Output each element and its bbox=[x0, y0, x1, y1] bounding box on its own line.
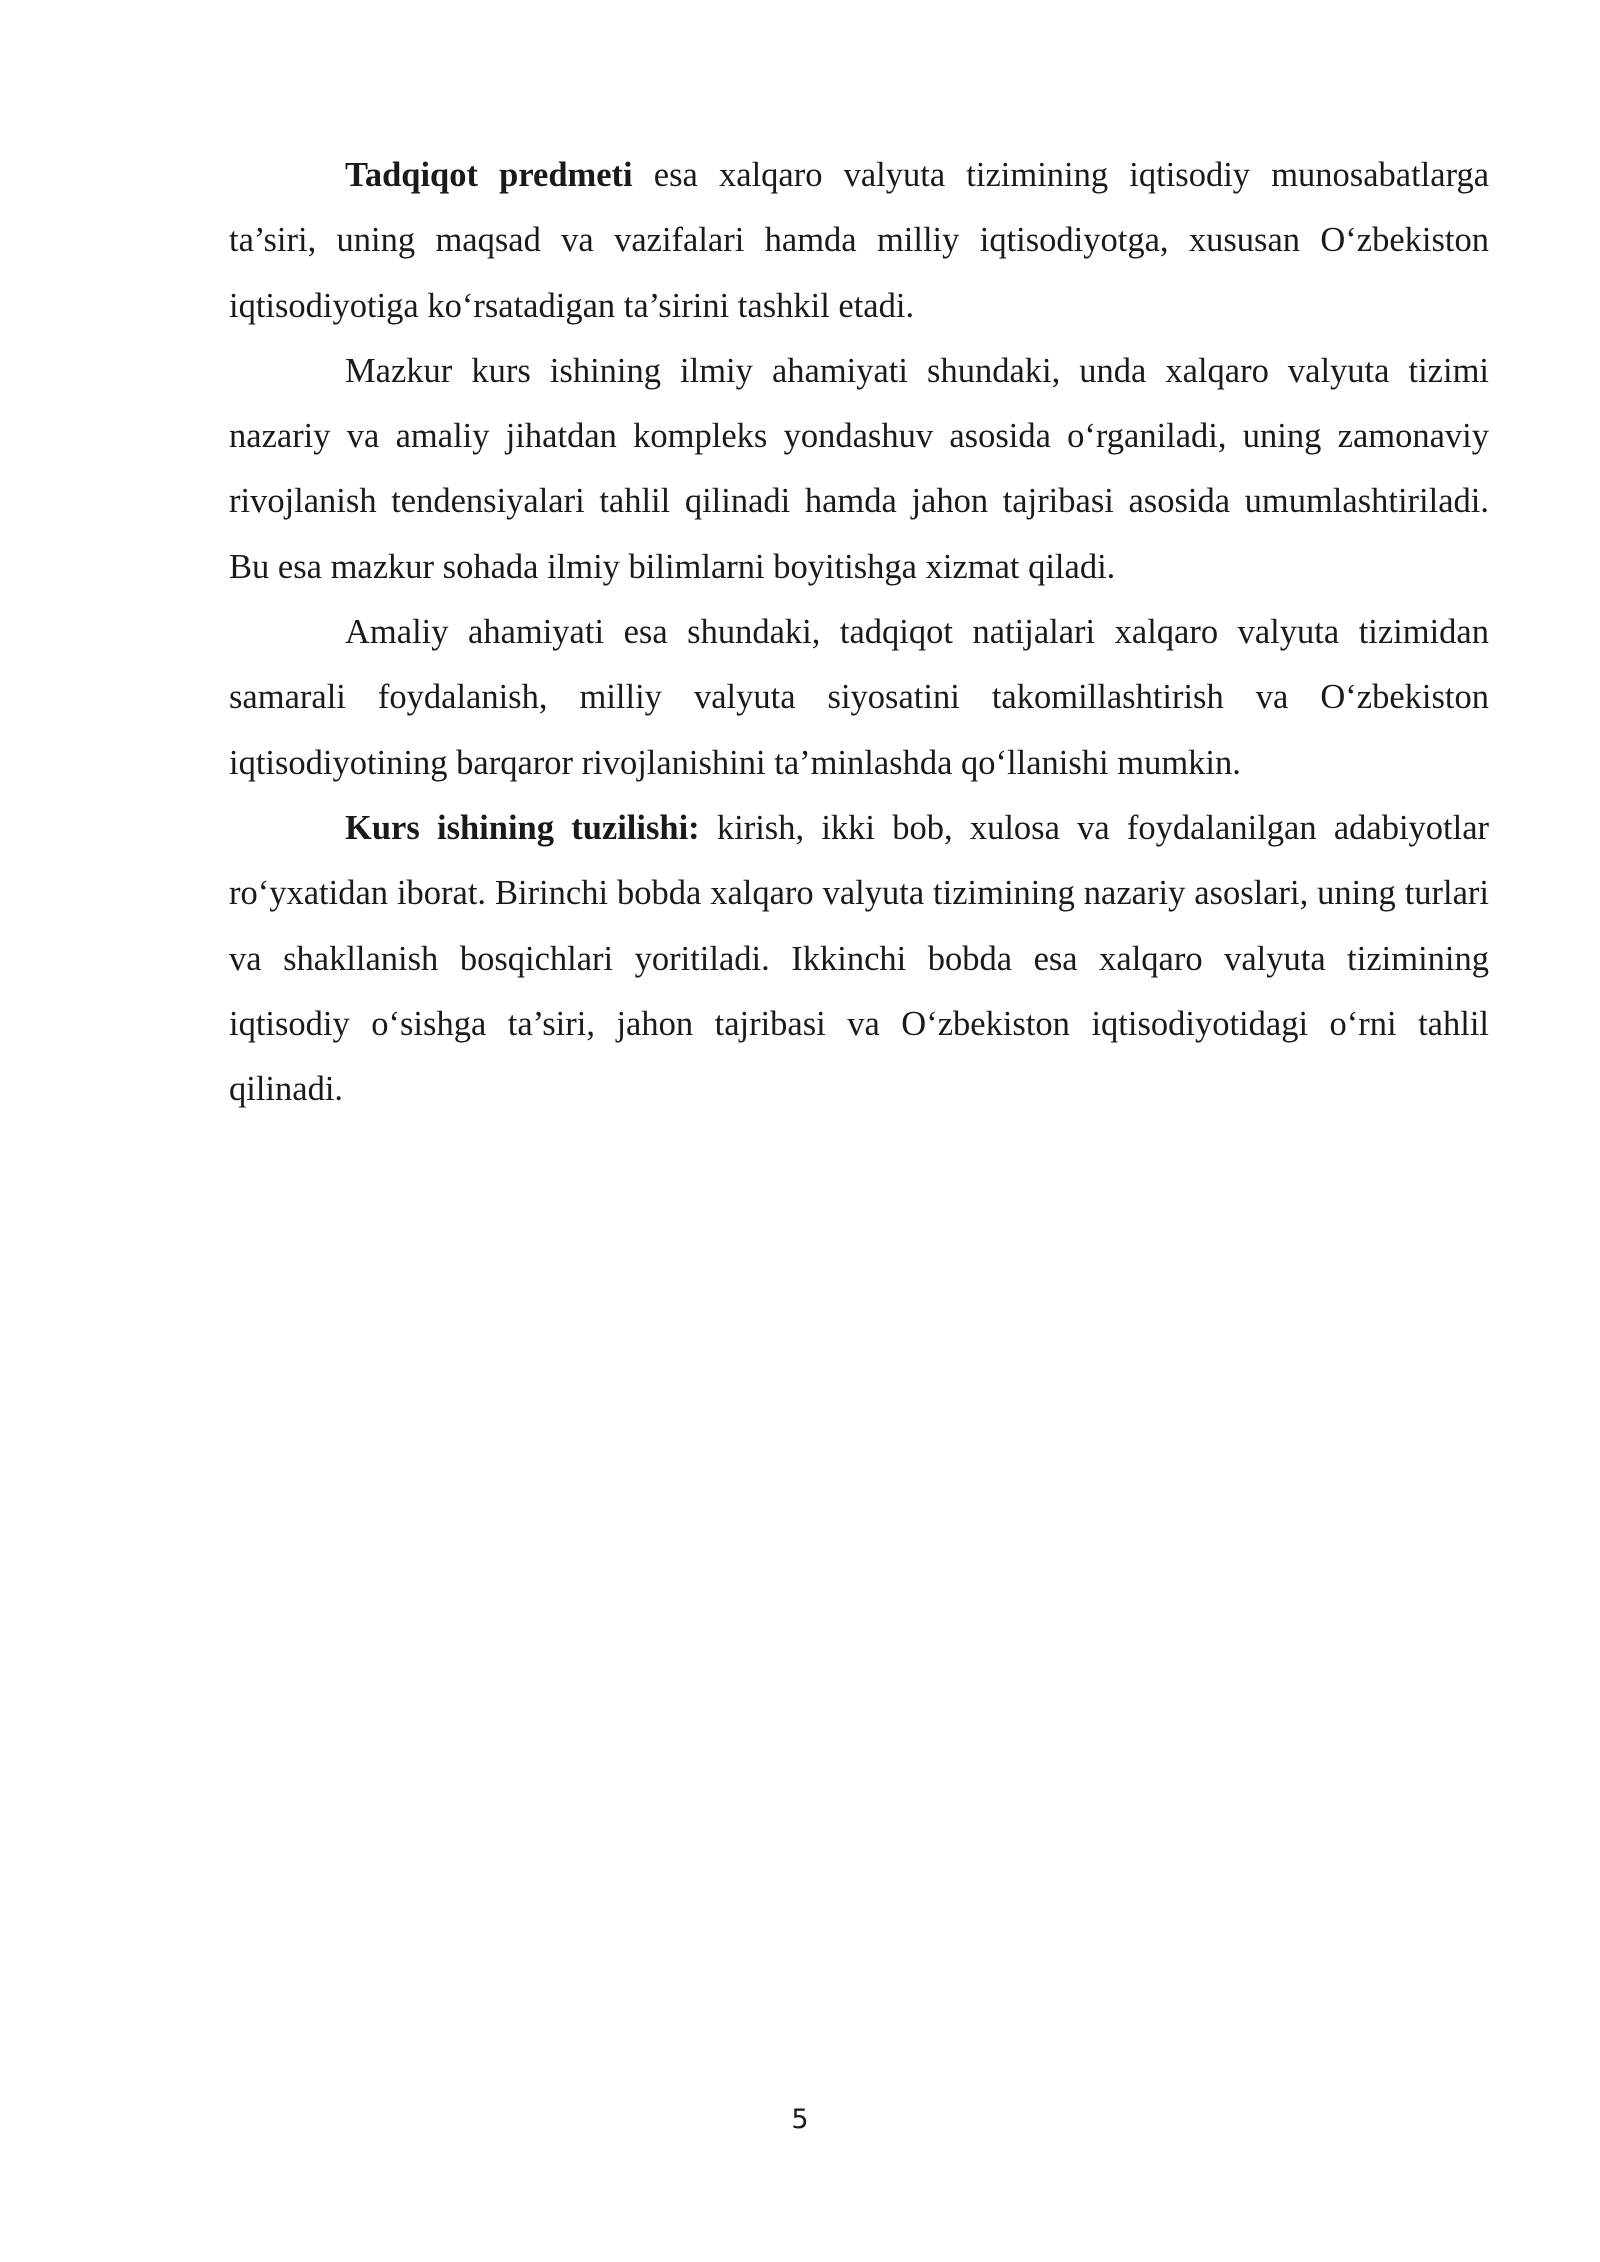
paragraph-scientific-significance bbox=[229, 339, 1489, 600]
paragraph-text: esa xalqaro valyuta tizimining iqtisodiy munosabatlarga ta’siri, uning maqsad va vazifalari hamda milliy iqtisodiyotga, xususan O‘zbekiston iqtisodiyotiga ko‘rsatadigan ta’sirini tashkil etadi. bbox=[229, 156, 1490, 325]
paragraph-text: Mazkur kurs ishining ilmiy ahamiyati shundaki, unda xalqaro valyuta tizimi nazariy va amaliy jihatdan kompleks yondashuv asosida o‘rganiladi, uning zamonaviy rivojlanish tendensiyalari tahlil qilinadi hamda jahon tajribasi asosida umumlashtiriladi. Bu esa mazkur sohada ilmiy bilimlarni boyitishga xizmat qiladi. bbox=[229, 351, 1489, 586]
paragraph-text: kirish, ikki bob, xulosa va foydalanilgan adabiyotlar ro‘yxatidan iborat. Birinchi bobda xalqaro valyuta tizimining nazariy asoslari, uning turlari va shakllanish bosqichlari yoritiladi. Ikkinchi bobda esa xalqaro valyuta tizimining iqtisodiy o‘sishga ta’siri, jahon tajribasi va O‘zbekiston iqtisodiyotidagi o‘rni tahlil qilinadi. bbox=[229, 808, 1490, 1109]
bold-lead-structure: Kurs ishining tuzilishi: bbox=[345, 808, 700, 847]
bold-lead-research-subject: Tadqiqot predmeti bbox=[345, 156, 633, 194]
page-number: 5 bbox=[791, 2104, 809, 2135]
paragraph-text: Amaliy ahamiyati esa shundaki, tadqiqot natijalari xalqaro valyuta tizimidan samarali foydalanish, milliy valyuta siyosatini takomillashtirish va O‘zbekiston iqtisodiyotining barqaror rivojlanishini ta’minlashda qo‘llanishi mumkin. bbox=[229, 613, 1489, 782]
paragraph-structure bbox=[229, 796, 1489, 1122]
paragraph-practical-significance bbox=[229, 600, 1489, 796]
body-text bbox=[229, 143, 1489, 1122]
paragraph-research-subject bbox=[229, 143, 1489, 339]
